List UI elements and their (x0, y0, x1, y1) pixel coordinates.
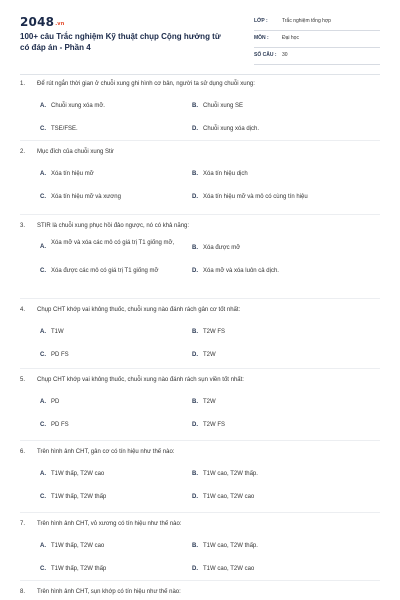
question-body: Trên hình ảnh CHT, vỏ xương có tín hiệu như thế nào: (37, 521, 182, 527)
answer-option-b[interactable] (192, 170, 342, 180)
meta-box (254, 14, 380, 65)
question-separator (20, 368, 380, 369)
question-body: Trên hình ảnh CHT, gân cơ có tín hiệu như thế nào: (37, 449, 175, 455)
option-letter: C. (40, 422, 46, 428)
page-header (0, 0, 400, 66)
answer-option-d[interactable] (192, 351, 342, 361)
option-text: PD FS (51, 422, 69, 428)
question-separator (20, 580, 380, 581)
answer-option-c[interactable] (40, 493, 190, 503)
question-separator (20, 214, 380, 215)
answer-option-a[interactable] (40, 470, 190, 480)
option-letter: C. (40, 352, 46, 358)
option-text: Xóa mỡ và xóa luôn cả dịch. (203, 268, 279, 274)
answer-option-c[interactable] (40, 351, 190, 361)
option-letter: B. (192, 103, 198, 109)
question-item (20, 222, 380, 286)
option-letter: A. (40, 103, 46, 109)
option-text: Xóa tín hiệu mỡ và mô có cùng tín hiệu (203, 194, 308, 200)
option-text: Xóa tín hiệu mỡ (51, 171, 94, 177)
option-letter: D. (192, 194, 198, 200)
meta-row-count (254, 48, 380, 65)
site-logo[interactable] (20, 15, 65, 29)
question-separator (20, 140, 380, 141)
option-text: T1W thấp, T2W thấp (51, 494, 107, 500)
option-letter: A. (40, 399, 46, 405)
option-text: PD FS (51, 352, 69, 358)
option-letter: A. (40, 329, 46, 335)
option-letter: A. (40, 171, 46, 177)
answer-option-c[interactable] (40, 421, 190, 431)
meta-value: Đại học (282, 35, 299, 41)
option-letter: D. (192, 126, 198, 132)
question-body: Mục đích của chuỗi xung Stir (37, 149, 115, 155)
option-text: Xóa tín hiệu mỡ và xương (51, 194, 121, 200)
answer-option-a[interactable] (40, 328, 190, 338)
question-body: Trên hình ảnh CHT, sụn khớp có tín hiệu như thế nào: (37, 589, 181, 595)
option-letter: D. (192, 566, 198, 572)
question-separator (20, 440, 380, 441)
option-letter: C. (40, 566, 46, 572)
option-text: T1W (51, 329, 64, 335)
option-text: Chuỗi xung xóa dịch. (203, 126, 260, 132)
option-letter: A. (40, 244, 46, 250)
option-text: TSE/FSE. (51, 126, 78, 132)
question-number: 5. (20, 377, 26, 383)
question-number: 8. (20, 589, 26, 595)
option-text: T2W (203, 399, 216, 405)
meta-row-subject (254, 31, 380, 48)
answer-option-b[interactable] (192, 244, 342, 254)
question-item (20, 306, 380, 370)
answer-option-d[interactable] (192, 565, 342, 575)
option-text: PD (51, 399, 60, 405)
meta-value: 30 (282, 52, 288, 58)
meta-key: LỚP : (254, 18, 268, 24)
question-number: 6. (20, 449, 26, 455)
question-body: Chụp CHT khớp vai không thuốc, chuỗi xung nào đánh rách sụn viền tốt nhất: (37, 377, 244, 383)
option-text: T1W thấp, T2W cao (51, 543, 105, 549)
answer-option-a[interactable] (40, 542, 190, 552)
answer-option-c[interactable] (40, 267, 190, 277)
option-text: Chuỗi xung xóa mỡ. (51, 103, 105, 109)
option-letter: C. (40, 194, 46, 200)
option-letter: D. (192, 352, 198, 358)
question-body: Chụp CHT khớp vai không thuốc, chuỗi xung nào đánh rách gân cơ tốt nhất: (37, 307, 241, 313)
answer-option-c[interactable] (40, 193, 190, 203)
option-text: T2W FS (203, 422, 225, 428)
question-body: Để rút ngắn thời gian ở chuỗi xung ghi hình cơ bản, người ta sử dụng chuỗi xung: (37, 81, 255, 87)
option-letter: B. (192, 245, 198, 251)
question-item (20, 448, 380, 512)
logo-text: 2048 (20, 15, 55, 29)
answer-option-d[interactable] (192, 125, 342, 135)
option-letter: B. (192, 171, 198, 177)
question-separator (20, 298, 380, 299)
meta-key: MÔN : (254, 35, 269, 41)
option-letter: D. (192, 422, 198, 428)
answer-option-a[interactable] (40, 239, 190, 257)
answer-option-b[interactable] (192, 328, 342, 338)
option-letter: C. (40, 268, 46, 274)
option-letter: C. (40, 126, 46, 132)
answer-option-b[interactable] (192, 470, 342, 480)
answer-option-b[interactable] (192, 398, 342, 408)
option-letter: D. (192, 268, 198, 274)
option-letter: D. (192, 494, 198, 500)
meta-value: Trắc nghiệm tổng hợp (282, 18, 331, 24)
option-letter: A. (40, 471, 46, 477)
answer-option-d[interactable] (192, 493, 342, 503)
option-text: T2W FS (203, 329, 225, 335)
option-letter: B. (192, 399, 198, 405)
option-text: Xóa tín hiệu dịch (203, 171, 248, 177)
option-text: Xóa được các mô có giá trị T1 giống mỡ (51, 268, 159, 274)
question-number: 1. (20, 81, 26, 87)
page-title: 100+ câu Trắc nghiệm Kỹ thuật chụp Cộng hưởng từ có đáp án - Phần 4 (20, 32, 221, 52)
answer-option-b[interactable] (192, 542, 342, 552)
question-number: 2. (20, 149, 26, 155)
option-letter: B. (192, 329, 198, 335)
question-item (20, 80, 380, 144)
answer-option-d[interactable] (192, 421, 342, 431)
question-body: STIR là chuỗi xung phục hồi đảo ngược, nó có khả năng: (37, 223, 190, 229)
option-text: T1W thấp, T2W cao (51, 471, 105, 477)
answer-option-a[interactable] (40, 102, 190, 112)
logo-suffix: .vn (55, 21, 65, 27)
option-text: Chuỗi xung SE (203, 103, 244, 109)
option-text: T1W thấp, T2W thấp (51, 566, 107, 572)
option-letter: A. (40, 543, 46, 549)
option-text: Xóa mỡ và xóa các mô có giá trị T1 giống mỡ, (51, 240, 175, 246)
option-text: T1W cao, T2W thấp. (203, 471, 258, 477)
answer-option-d[interactable] (192, 267, 342, 277)
option-text: T2W (203, 352, 216, 358)
question-item (20, 376, 380, 440)
answer-option-b[interactable] (192, 102, 342, 112)
header-divider (20, 74, 380, 75)
question-item (20, 588, 380, 600)
question-number: 3. (20, 223, 26, 229)
answer-option-d[interactable] (192, 193, 342, 203)
option-letter: B. (192, 471, 198, 477)
answer-option-a[interactable] (40, 398, 190, 408)
option-text: T1W cao, T2W cao (203, 566, 255, 572)
question-number: 4. (20, 307, 26, 313)
answer-option-a[interactable] (40, 170, 190, 180)
answer-option-c[interactable] (40, 125, 190, 135)
option-text: T1W cao, T2W cao (203, 494, 255, 500)
answer-option-c[interactable] (40, 565, 190, 575)
option-letter: B. (192, 543, 198, 549)
question-item (20, 148, 380, 212)
question-number: 7. (20, 521, 26, 527)
option-letter: C. (40, 494, 46, 500)
option-text: Xóa được mỡ (203, 245, 241, 251)
meta-key: SỐ CÂU : (254, 52, 277, 58)
question-separator (20, 512, 380, 513)
question-item (20, 520, 380, 584)
meta-row-class (254, 14, 380, 31)
option-text: T1W cao, T2W thấp. (203, 543, 258, 549)
